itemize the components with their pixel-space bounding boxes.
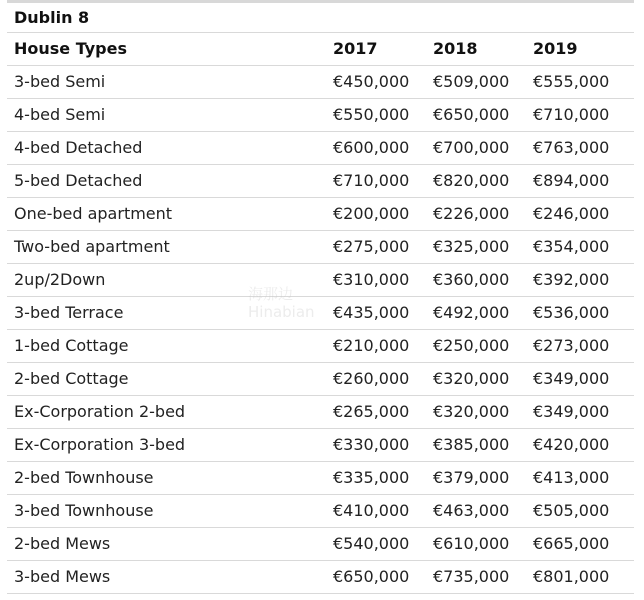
price-2017-cell: €450,000: [333, 72, 410, 91]
table-row: [7, 99, 634, 132]
price-2018-cell: €325,000: [433, 237, 510, 256]
price-table: [7, 0, 634, 594]
price-2018-cell: €509,000: [433, 72, 510, 91]
house-type-cell: One-bed apartment: [14, 204, 173, 223]
header-house-types: House Types: [14, 39, 127, 58]
price-2017-cell: €330,000: [333, 435, 410, 454]
table-header-row: [7, 33, 634, 66]
watermark-line2: Hinabian: [248, 303, 315, 321]
table-row: [7, 429, 634, 462]
table-row: [7, 396, 634, 429]
price-2018-cell: €250,000: [433, 336, 510, 355]
price-2019-cell: €420,000: [533, 435, 610, 454]
price-2017-cell: €600,000: [333, 138, 410, 157]
house-type-cell: 3-bed Mews: [14, 567, 111, 586]
price-2017-cell: €265,000: [333, 402, 410, 421]
price-2019-cell: €801,000: [533, 567, 610, 586]
table-body: [7, 66, 634, 594]
table-row: [7, 330, 634, 363]
table-row: [7, 462, 634, 495]
price-2017-cell: €260,000: [333, 369, 410, 388]
price-2017-cell: €710,000: [333, 171, 410, 190]
price-2019-cell: €555,000: [533, 72, 610, 91]
table-row: [7, 495, 634, 528]
price-2019-cell: €710,000: [533, 105, 610, 124]
watermark-line1: 海那边: [248, 285, 294, 303]
price-2019-cell: €349,000: [533, 402, 610, 421]
price-2019-cell: €413,000: [533, 468, 610, 487]
price-2019-cell: €763,000: [533, 138, 610, 157]
price-2019-cell: €894,000: [533, 171, 610, 190]
price-2018-cell: €492,000: [433, 303, 510, 322]
table-row: [7, 132, 634, 165]
house-type-cell: 2-bed Cottage: [14, 369, 129, 388]
house-type-cell: 5-bed Detached: [14, 171, 143, 190]
price-2017-cell: €540,000: [333, 534, 410, 553]
price-2017-cell: €550,000: [333, 105, 410, 124]
table-row: [7, 363, 634, 396]
table-row: [7, 231, 634, 264]
price-2017-cell: €650,000: [333, 567, 410, 586]
price-2019-cell: €349,000: [533, 369, 610, 388]
price-2018-cell: €735,000: [433, 567, 510, 586]
price-2018-cell: €610,000: [433, 534, 510, 553]
table-row: [7, 297, 634, 330]
house-type-cell: 3-bed Townhouse: [14, 501, 154, 520]
house-type-cell: 2up/2Down: [14, 270, 106, 289]
price-2018-cell: €700,000: [433, 138, 510, 157]
price-2018-cell: €820,000: [433, 171, 510, 190]
house-type-cell: 4-bed Semi: [14, 105, 106, 124]
house-type-cell: 1-bed Cottage: [14, 336, 129, 355]
price-2018-cell: €385,000: [433, 435, 510, 454]
price-2019-cell: €354,000: [533, 237, 610, 256]
price-2017-cell: €210,000: [333, 336, 410, 355]
house-type-cell: 2-bed Mews: [14, 534, 111, 553]
price-2019-cell: €246,000: [533, 204, 610, 223]
table-row: [7, 165, 634, 198]
price-2018-cell: €320,000: [433, 369, 510, 388]
price-2019-cell: €392,000: [533, 270, 610, 289]
price-2017-cell: €410,000: [333, 501, 410, 520]
house-type-cell: Ex-Corporation 3-bed: [14, 435, 186, 454]
price-2018-cell: €650,000: [433, 105, 510, 124]
table-row: [7, 198, 634, 231]
price-2019-cell: €273,000: [533, 336, 610, 355]
house-type-cell: Two-bed apartment: [14, 237, 170, 256]
price-2017-cell: €435,000: [333, 303, 410, 322]
house-type-cell: Ex-Corporation 2-bed: [14, 402, 186, 421]
table-row: [7, 264, 634, 297]
table-title: Dublin 8: [14, 8, 90, 27]
price-2017-cell: €200,000: [333, 204, 410, 223]
header-2018: 2018: [433, 39, 478, 58]
price-2017-cell: €310,000: [333, 270, 410, 289]
table-row: [7, 66, 634, 99]
price-2019-cell: €505,000: [533, 501, 610, 520]
price-2017-cell: €275,000: [333, 237, 410, 256]
house-type-cell: 3-bed Terrace: [14, 303, 124, 322]
table-row: [7, 561, 634, 594]
header-2019: 2019: [533, 39, 578, 58]
header-2017: 2017: [333, 39, 378, 58]
price-2018-cell: €226,000: [433, 204, 510, 223]
table-title-row: [7, 3, 634, 33]
price-2018-cell: €320,000: [433, 402, 510, 421]
house-type-cell: 3-bed Semi: [14, 72, 106, 91]
house-type-cell: 4-bed Detached: [14, 138, 143, 157]
price-2018-cell: €463,000: [433, 501, 510, 520]
price-2018-cell: €360,000: [433, 270, 510, 289]
price-2019-cell: €536,000: [533, 303, 610, 322]
house-type-cell: 2-bed Townhouse: [14, 468, 154, 487]
price-2017-cell: €335,000: [333, 468, 410, 487]
price-2019-cell: €665,000: [533, 534, 610, 553]
price-2018-cell: €379,000: [433, 468, 510, 487]
table-row: [7, 528, 634, 561]
